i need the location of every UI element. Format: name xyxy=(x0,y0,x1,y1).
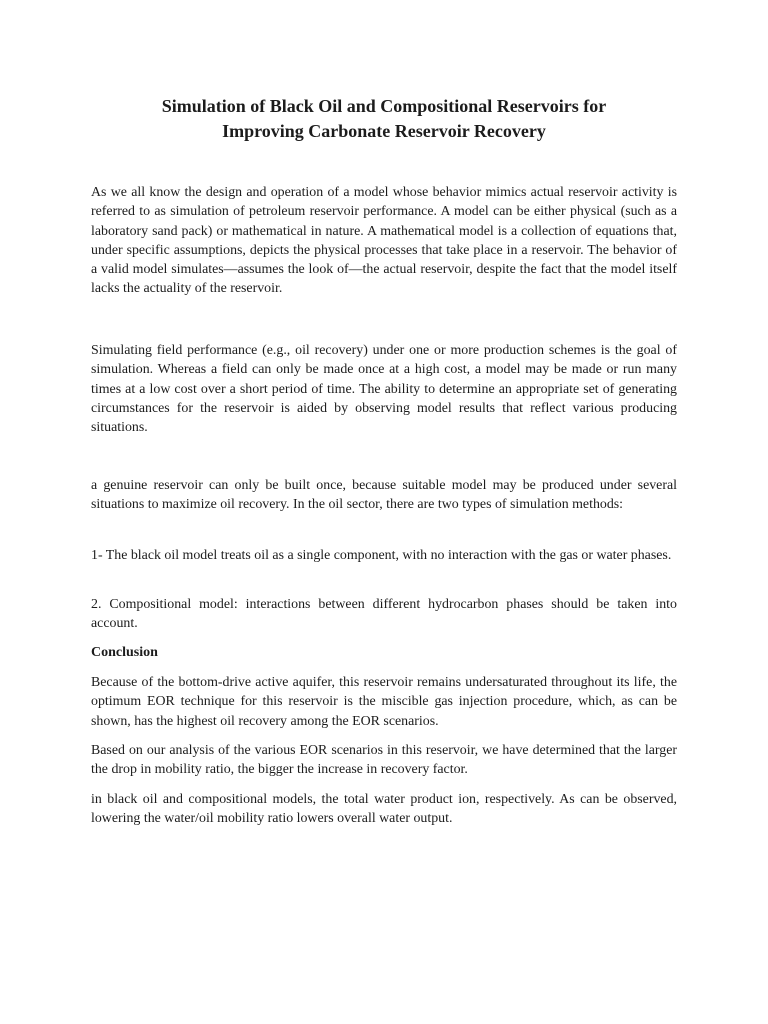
list-item-black-oil: 1- The black oil model treats oil as a single component, with no interaction with the gas or water phases. xyxy=(91,548,672,563)
conclusion-heading: Conclusion xyxy=(91,645,158,660)
simulation-goal-paragraph: Simulating field performance (e.g., oil recovery) under one or more production schemes is the goal of simulation. Whereas a field can only be made once at a high cost, a model may be made or run many times at a low cost over a short period of time. The ability to determine an appropriate set of generating circumstances for the reservoir is aided by observing model results that reflect various producing situations. xyxy=(91,343,677,436)
conclusion-paragraph-2: Based on our analysis of the various EOR scenarios in this reservoir, we have determined that the larger the drop in mobility ratio, the bigger the increase in recovery factor. xyxy=(91,743,677,778)
conclusion-paragraph-1: Because of the bottom-drive active aquifer, this reservoir remains undersaturated throughout its life, the optimum EOR technique for this reservoir is the miscible gas injection procedure, which, as can be shown, has the highest oil recovery among the EOR scenarios. xyxy=(91,675,677,729)
document-title xyxy=(60,94,708,144)
title-line-1: Simulation of Black Oil and Compositional Reservoirs for xyxy=(161,96,607,116)
simulation-methods-paragraph: a genuine reservoir can only be built once, because suitable model may be produced under several situations to maximize oil recovery. In the oil sector, there are two types of simulation methods: xyxy=(91,478,677,513)
list-item-compositional: 2. Compositional model: interactions between different hydrocarbon phases should be taken into account. xyxy=(91,597,677,632)
conclusion-paragraph-3: in black oil and compositional models, the total water product ion, respectively. As can be observed, lowering the water/oil mobility ratio lowers overall water output. xyxy=(91,792,677,827)
intro-paragraph: As we all know the design and operation of a model whose behavior mimics actual reservoir activity is referred to as simulation of petroleum reservoir performance. A model can be either physical (such as a laboratory sand pack) or mathematical in nature. A mathematical model is a collection of equations that, under specific assumptions, depicts the physical processes that take place in a reservoir. The behavior of a valid model simulates—assumes the look of—the actual reservoir, despite the fact that the model itself lacks the actuality of the reservoir. xyxy=(91,185,677,297)
title-line-2: Improving Carbonate Reservoir Recovery xyxy=(222,121,546,141)
